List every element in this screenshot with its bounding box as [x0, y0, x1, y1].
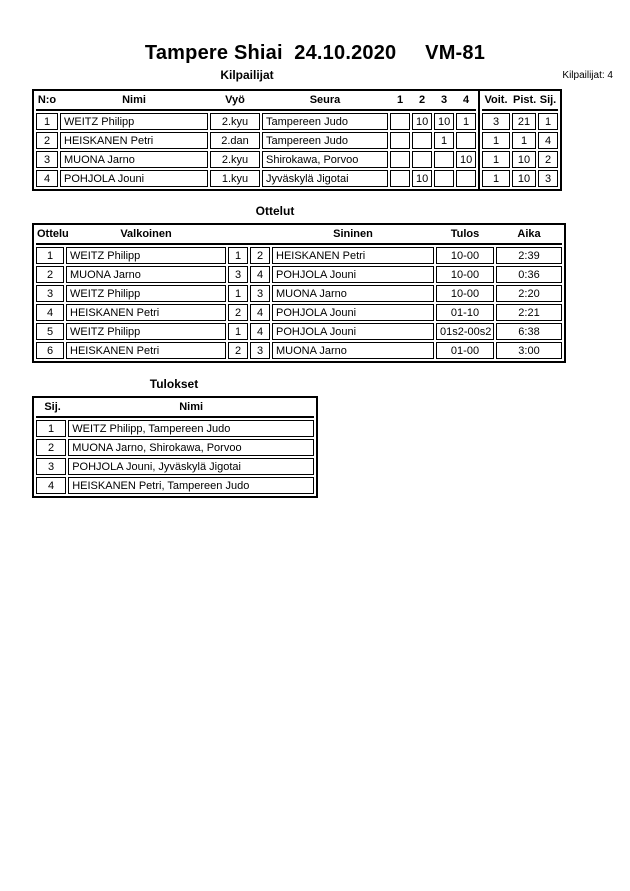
header-nimi: Nimi: [179, 401, 204, 413]
cell-match-no: 6: [36, 342, 64, 359]
cell-blue-no: 4: [250, 266, 270, 283]
cell-tulos: 10-00: [436, 247, 494, 264]
cell-blue-name: MUONA Jarno: [272, 285, 434, 302]
header-aika: Aika: [517, 228, 541, 240]
cell-match-2: [412, 151, 432, 168]
cell-no: 3: [36, 151, 58, 168]
cell-seura: Jyväskylä Jigotai: [262, 170, 388, 187]
cell-no: 4: [36, 170, 58, 187]
cell-blue-no: 2: [250, 247, 270, 264]
kilpailijat-main-table: [32, 89, 480, 191]
cell-white-name: WEITZ Philipp: [66, 247, 226, 264]
cell-voit: 1: [482, 170, 510, 187]
cell-blue-no: 3: [250, 342, 270, 359]
cell-sij: 3: [538, 170, 558, 187]
header-match-4: 4: [462, 94, 470, 106]
cell-white-no: 1: [228, 285, 248, 302]
header-match-2: 2: [418, 94, 426, 106]
subtitle-row: [0, 64, 630, 89]
cell-pist: 1: [512, 132, 536, 149]
cell-white-name: MUONA Jarno: [66, 266, 226, 283]
cell-tulos: 10-00: [436, 266, 494, 283]
cell-white-name: WEITZ Philipp: [66, 285, 226, 302]
header-ottelu: Ottelu: [37, 228, 69, 240]
competitors-count-label: Kilpailijat: 4: [562, 70, 613, 81]
header-rule: [36, 243, 562, 245]
cell-seura: Shirokawa, Porvoo: [262, 151, 388, 168]
table-row: [482, 170, 558, 187]
cell-nimi: MUONA Jarno: [60, 151, 208, 168]
cell-pist: 10: [512, 170, 536, 187]
cell-tulos: 01-10: [436, 304, 494, 321]
cell-nimi: WEITZ Philipp: [60, 113, 208, 130]
cell-sij: 1: [36, 420, 66, 437]
cell-nimi: MUONA Jarno, Shirokawa, Porvoo: [68, 439, 314, 456]
ottelut-header-row: [36, 227, 562, 241]
cell-nimi: WEITZ Philipp, Tampereen Judo: [68, 420, 314, 437]
cell-vyo: 2.kyu: [210, 151, 260, 168]
tulokset-section-title: Tulokset: [149, 377, 199, 391]
table-row: [36, 477, 314, 494]
cell-match-no: 1: [36, 247, 64, 264]
cell-white-no: 2: [228, 304, 248, 321]
table-row: [482, 151, 558, 168]
header-rule: [36, 109, 476, 111]
cell-match-1: [390, 151, 410, 168]
cell-voit: 1: [482, 132, 510, 149]
cell-match-no: 4: [36, 304, 64, 321]
cell-sij: 3: [36, 458, 66, 475]
header-voit: Voit.: [484, 94, 508, 106]
table-row: [36, 420, 314, 437]
cell-blue-name: HEISKANEN Petri: [272, 247, 434, 264]
table-row: [36, 439, 314, 456]
cell-aika: 6:38: [496, 323, 562, 340]
cell-blue-name: MUONA Jarno: [272, 342, 434, 359]
cell-no: 2: [36, 132, 58, 149]
cell-nimi: POHJOLA Jouni, Jyväskylä Jigotai: [68, 458, 314, 475]
table-row: [36, 323, 562, 340]
cell-pist: 10: [512, 151, 536, 168]
cell-white-no: 2: [228, 342, 248, 359]
table-row: [36, 285, 562, 302]
cell-aika: 2:20: [496, 285, 562, 302]
cell-blue-name: POHJOLA Jouni: [272, 304, 434, 321]
cell-white-no: 3: [228, 266, 248, 283]
cell-sij: 2: [538, 151, 558, 168]
cell-pist: 21: [512, 113, 536, 130]
header-seura: Seura: [309, 94, 341, 106]
cell-vyo: 2.kyu: [210, 113, 260, 130]
cell-nimi: HEISKANEN Petri, Tampereen Judo: [68, 477, 314, 494]
header-white-no: [228, 227, 248, 241]
cell-match-2: [412, 132, 432, 149]
kilpailijat-header-row: [36, 93, 476, 107]
cell-vyo: 1.kyu: [210, 170, 260, 187]
cell-voit: 1: [482, 151, 510, 168]
header-nimi: Nimi: [122, 94, 146, 106]
header-no: N:o: [37, 94, 57, 106]
header-blue-no: [250, 227, 270, 241]
cell-white-no: 1: [228, 323, 248, 340]
header-tulos: Tulos: [450, 228, 480, 240]
table-row: [36, 266, 562, 283]
ottelut-section-title: Ottelut: [255, 204, 295, 218]
cell-sij: 4: [36, 477, 66, 494]
cell-match-1: [390, 113, 410, 130]
tulokset-header-row: [36, 400, 314, 414]
header-rule: [482, 109, 558, 111]
cell-aika: 0:36: [496, 266, 562, 283]
table-row: [36, 247, 562, 264]
cell-no: 1: [36, 113, 58, 130]
cell-match-4: 10: [456, 151, 476, 168]
cell-seura: Tampereen Judo: [262, 132, 388, 149]
cell-blue-name: POHJOLA Jouni: [272, 323, 434, 340]
cell-white-name: HEISKANEN Petri: [66, 342, 226, 359]
header-sij: Sij.: [539, 94, 557, 106]
cell-voit: 3: [482, 113, 510, 130]
cell-blue-no: 4: [250, 323, 270, 340]
table-row: [36, 151, 476, 168]
standings-header-row: [482, 93, 558, 107]
kilpailijat-standings-table: [478, 89, 562, 191]
cell-match-no: 3: [36, 285, 64, 302]
table-row: [36, 458, 314, 475]
cell-white-name: WEITZ Philipp: [66, 323, 226, 340]
header-match-1: 1: [396, 94, 404, 106]
kilpailijat-table: [32, 89, 630, 191]
cell-nimi: POHJOLA Jouni: [60, 170, 208, 187]
ottelut-table: [32, 223, 566, 363]
cell-match-1: [390, 132, 410, 149]
table-row: [36, 342, 562, 359]
header-sij: Sij.: [44, 401, 61, 413]
cell-sij: 2: [36, 439, 66, 456]
cell-seura: Tampereen Judo: [262, 113, 388, 130]
header-sininen: Sininen: [333, 228, 373, 240]
cell-blue-name: POHJOLA Jouni: [272, 266, 434, 283]
table-row: [36, 170, 476, 187]
table-row: [482, 132, 558, 149]
header-match-3: 3: [440, 94, 448, 106]
cell-match-2: 10: [412, 170, 432, 187]
cell-white-name: HEISKANEN Petri: [66, 304, 226, 321]
cell-match-3: 1: [434, 132, 454, 149]
cell-white-no: 1: [228, 247, 248, 264]
cell-match-3: 10: [434, 113, 454, 130]
cell-match-no: 5: [36, 323, 64, 340]
table-row: [36, 113, 476, 130]
cell-blue-no: 3: [250, 285, 270, 302]
cell-aika: 2:39: [496, 247, 562, 264]
cell-aika: 3:00: [496, 342, 562, 359]
cell-match-3: [434, 151, 454, 168]
cell-match-4: [456, 132, 476, 149]
table-row: [36, 304, 562, 321]
cell-blue-no: 4: [250, 304, 270, 321]
cell-match-3: [434, 170, 454, 187]
cell-match-4: 1: [456, 113, 476, 130]
cell-match-no: 2: [36, 266, 64, 283]
cell-vyo: 2.dan: [210, 132, 260, 149]
header-valkoinen: Valkoinen: [120, 228, 172, 240]
cell-aika: 2:21: [496, 304, 562, 321]
cell-match-1: [390, 170, 410, 187]
header-rule: [36, 416, 314, 418]
cell-match-4: [456, 170, 476, 187]
kilpailijat-section-title: Kilpailijat: [220, 68, 274, 82]
tulokset-table: [32, 396, 318, 498]
cell-sij: 4: [538, 132, 558, 149]
table-row: [36, 132, 476, 149]
cell-tulos: 01s2-00s2: [436, 323, 494, 340]
doc-title: Tampere Shiai 24.10.2020 VM-81: [144, 42, 486, 64]
header-vyo: Vyö: [225, 94, 245, 106]
cell-nimi: HEISKANEN Petri: [60, 132, 208, 149]
table-row: [482, 113, 558, 130]
header-pist: Pist.: [513, 94, 537, 106]
cell-tulos: 10-00: [436, 285, 494, 302]
cell-tulos: 01-00: [436, 342, 494, 359]
cell-match-2: 10: [412, 113, 432, 130]
cell-sij: 1: [538, 113, 558, 130]
